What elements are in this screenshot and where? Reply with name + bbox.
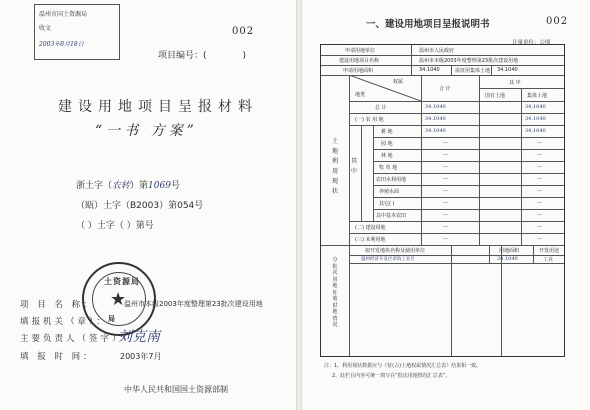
row-collective: — — [537, 140, 542, 146]
supply-row-area: 34.1040 — [497, 256, 518, 262]
row-total: — — [443, 212, 448, 218]
note-1: 注：1、利用现状数据应与《征(占)土地权属情况汇总表》结果相一致。 — [324, 363, 482, 369]
field-value-date: 2003年7月 — [120, 352, 162, 361]
document-title: 建设用地项目呈报材料 — [58, 99, 258, 115]
row-collective: 34.1040 — [525, 116, 546, 122]
row-name: 其它( ) — [379, 201, 395, 207]
doc-number-suffix: 054号 — [177, 201, 204, 211]
star-icon: ★ — [110, 289, 127, 310]
seal-text-top: 土资源局 — [104, 277, 140, 286]
row-total: — — [443, 152, 448, 158]
field-label-date: 填 报 时 间： — [20, 352, 95, 362]
header-rights: 权属 — [393, 79, 404, 85]
stamp-line-1: 温州市国土资源局 — [39, 11, 88, 18]
field-value-project-name: 温州市本级2003年度整理第23批次建设用地 — [124, 300, 263, 308]
row-name: 林 地 — [381, 153, 393, 159]
row-name: (一) 农 用 地 — [355, 117, 384, 123]
page-number: 002 — [232, 26, 255, 37]
page-number-right: 002 — [546, 16, 569, 27]
field-label-agency: 填报机关（章）： — [20, 317, 108, 327]
applicant-value: 温州市人民政府 — [419, 48, 455, 54]
row-total: 34.1040 — [425, 116, 446, 122]
project-number — [158, 48, 246, 61]
row-total: — — [443, 200, 448, 206]
supply-row-parcel: 温州经济开发区滨海工业区 — [361, 257, 415, 262]
row-total: — — [443, 224, 448, 230]
row-name: 农田水利用地 — [376, 177, 407, 183]
doc-number-prefix: （瓯）土字（B2003）第 — [76, 201, 178, 211]
project-number-label: 项目编号：( — [158, 51, 207, 61]
row-name: 园 地 — [381, 141, 393, 147]
handwritten-signature: 刘克南 — [118, 329, 160, 345]
doc-number-prefix: 浙土字（ — [76, 181, 113, 191]
doc-number-handwritten-2: 1069 — [148, 181, 171, 191]
row-collective: — — [537, 236, 542, 242]
header-type: 地类 — [355, 92, 366, 98]
row-total: — — [443, 140, 448, 146]
doc-number-3 — [76, 218, 154, 231]
doc-number-suffix: ）第 — [130, 181, 149, 191]
row-name: (二) 建设用地 — [355, 225, 386, 231]
row-name: 牧 草 地 — [379, 165, 398, 171]
row-collective: — — [537, 224, 542, 230]
row-collective: — — [537, 164, 542, 170]
doc-number-end: 号 — [170, 181, 180, 191]
row-total: 34.1040 — [425, 128, 446, 134]
row-name: 养殖水面 — [379, 189, 400, 195]
header-total: 合 计 — [439, 86, 451, 92]
received-stamp — [34, 4, 120, 60]
seal-text-bottom: 局 — [108, 315, 115, 323]
row-name: 耕 地 — [381, 129, 393, 135]
note-2: 2、此栏目内容可统一填写在“批次用地情况汇总表”。 — [332, 373, 451, 379]
measurement-unit: 计量单位：公顷 — [512, 40, 551, 46]
row-total: — — [443, 236, 448, 242]
row-collective: 34.1040 — [525, 128, 546, 134]
field-label-responsible: 主要负责人（签字）： — [20, 334, 131, 344]
supply-header-parcel: 拟开发地块名称及使用单位 — [365, 248, 426, 254]
supply-header-area: 用地面积 — [499, 248, 520, 254]
row-total: — — [443, 164, 448, 170]
header-state-land: 国有土地 — [485, 93, 506, 99]
project-number-close: ) — [242, 51, 247, 61]
doc-number-handwritten: 农转 — [112, 181, 131, 191]
total-area-value: 34.1040 — [419, 67, 440, 73]
row-total: 34.1040 — [425, 104, 446, 110]
doc-number-2 — [76, 198, 203, 211]
collective-land-value: 34.1040 — [497, 67, 518, 73]
document-subtitle: “一书 方案” — [95, 123, 198, 139]
section-supply: 分批次用地征收供地情况 — [332, 257, 338, 328]
row-collective: — — [537, 152, 542, 158]
row-total: — — [443, 176, 448, 182]
header-of-which: 其 中 — [509, 80, 521, 86]
header-collective-land: 集体土地 — [527, 93, 548, 99]
issuer-footer: 中华人民共和国国土资源部制 — [124, 385, 228, 394]
row-collective: — — [537, 176, 542, 182]
row-name: 总 计 — [375, 105, 387, 111]
project-value: 温州市本级2003年度整理第23批次建设用地 — [419, 58, 519, 64]
doc-number-suffix: 号 — [144, 221, 154, 231]
row-name: (三) 未利用地 — [355, 237, 386, 243]
total-area-label: 申请用地面积 — [343, 68, 374, 74]
supply-header-use: 开发用途 — [539, 248, 560, 254]
land-use-table — [320, 44, 565, 357]
section-other: 其中 — [350, 158, 357, 175]
stamp-line-2: 收文 — [39, 25, 52, 32]
supply-row-use: 工业 — [543, 257, 554, 263]
row-collective: — — [537, 200, 542, 206]
row-collective: — — [537, 188, 542, 194]
collective-land-label: 需征用集体土地 — [455, 68, 491, 74]
right-page — [302, 0, 590, 410]
stamp-line-3: 2003年8月18日 — [39, 41, 84, 48]
row-name: 其中基本农田 — [376, 213, 407, 219]
applicant-label: 申请用地单位 — [345, 48, 376, 54]
row-collective: 34.1040 — [525, 104, 546, 110]
project-label: 建设用地项目名称 — [339, 58, 380, 64]
doc-number-1 — [76, 178, 180, 191]
row-total: — — [443, 188, 448, 194]
doc-number-prefix: （ ）土字（ ）第 — [76, 221, 145, 231]
section-land-use-status: 土地利用现状 — [331, 138, 338, 195]
field-label-project-name: 项 目 名 称： — [20, 300, 95, 310]
form-title: 一、建设用地项目呈报说明书 — [366, 19, 490, 30]
row-collective: — — [537, 212, 542, 218]
